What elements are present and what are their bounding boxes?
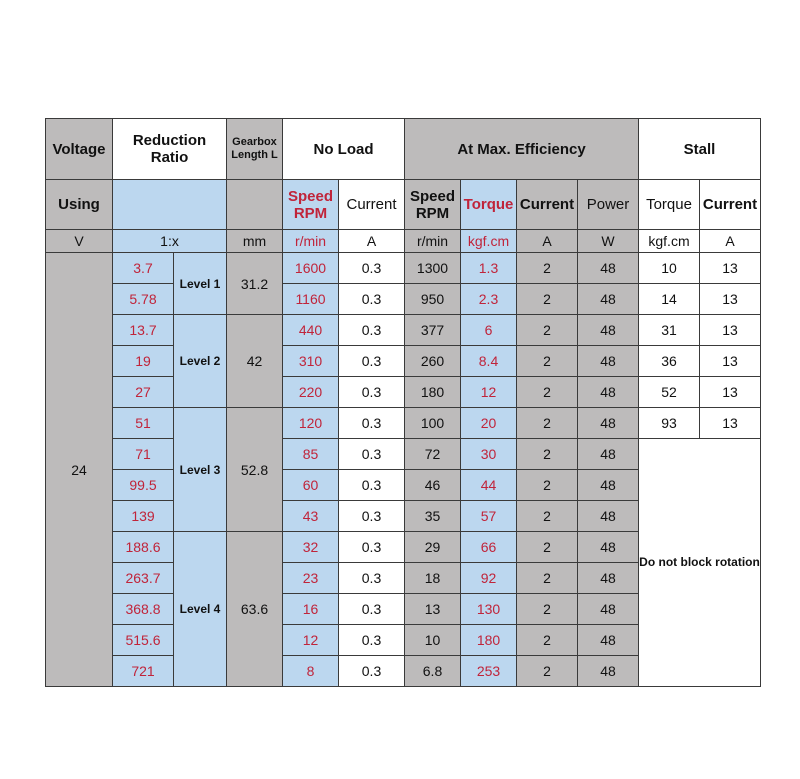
- speed-cell: 310: [283, 346, 339, 377]
- current-header: Current: [339, 180, 405, 230]
- power-cell: 48: [578, 408, 639, 439]
- current-cell: 0.3: [339, 284, 405, 315]
- ratio-cell: 99.5: [113, 470, 174, 501]
- eff-current-cell: 2: [517, 408, 578, 439]
- level-label: Level 2: [174, 315, 227, 408]
- speed-cell: 440: [283, 315, 339, 346]
- eff-speed-cell: 6.8: [405, 656, 461, 687]
- torque-cell: 44: [461, 470, 517, 501]
- stall-torque-cell: 36: [639, 346, 700, 377]
- power-cell: 48: [578, 532, 639, 563]
- torque-cell: 6: [461, 315, 517, 346]
- stall-current-cell: 13: [700, 408, 761, 439]
- speed-cell: 8: [283, 656, 339, 687]
- stall-torque-cell: 93: [639, 408, 700, 439]
- current-cell: 0.3: [339, 470, 405, 501]
- level-label: Level 3: [174, 408, 227, 532]
- torque-cell: 130: [461, 594, 517, 625]
- torque-cell: 253: [461, 656, 517, 687]
- eff-speed-cell: 72: [405, 439, 461, 470]
- torque-cell: 8.4: [461, 346, 517, 377]
- current-cell: 0.3: [339, 501, 405, 532]
- table-row: [46, 284, 761, 315]
- power-cell: 48: [578, 656, 639, 687]
- torque-cell: 180: [461, 625, 517, 656]
- current-cell: 0.3: [339, 315, 405, 346]
- torque-cell: 57: [461, 501, 517, 532]
- eff-current-header: Current: [517, 180, 578, 230]
- eff-speed-cell: 35: [405, 501, 461, 532]
- ratio-cell: 71: [113, 439, 174, 470]
- max-efficiency-header: At Max. Efficiency: [405, 119, 639, 180]
- stall-current-header: Current: [700, 180, 761, 230]
- power-header: Power: [578, 180, 639, 230]
- eff-current-cell: 2: [517, 377, 578, 408]
- eff-current-cell: 2: [517, 315, 578, 346]
- gearbox-length-cell: 31.2: [227, 253, 283, 315]
- power-cell: 48: [578, 501, 639, 532]
- stall-current-cell: 13: [700, 377, 761, 408]
- stall-current-cell: 13: [700, 315, 761, 346]
- eff-current-cell: 2: [517, 253, 578, 284]
- power-cell: 48: [578, 563, 639, 594]
- power-cell: 48: [578, 346, 639, 377]
- speed-cell: 220: [283, 377, 339, 408]
- unit-stall-current: A: [700, 230, 761, 253]
- table-row: [46, 408, 761, 439]
- speed-cell: 12: [283, 625, 339, 656]
- speed-cell: 23: [283, 563, 339, 594]
- speed-cell: 1600: [283, 253, 339, 284]
- current-cell: 0.3: [339, 253, 405, 284]
- stall-torque-cell: 31: [639, 315, 700, 346]
- eff-speed-cell: 29: [405, 532, 461, 563]
- gearbox-length-cell: 63.6: [227, 532, 283, 687]
- current-cell: 0.3: [339, 625, 405, 656]
- eff-speed-cell: 950: [405, 284, 461, 315]
- power-cell: 48: [578, 284, 639, 315]
- header-row-1: [46, 119, 761, 180]
- ratio-cell: 5.78: [113, 284, 174, 315]
- table-row: [46, 377, 761, 408]
- eff-current-cell: 2: [517, 346, 578, 377]
- eff-current-cell: 2: [517, 284, 578, 315]
- header-row-2: [46, 180, 761, 230]
- gearbox-length-header: Gearbox Length L: [227, 119, 283, 180]
- eff-current-cell: 2: [517, 656, 578, 687]
- current-cell: 0.3: [339, 563, 405, 594]
- eff-speed-rpm-header: Speed RPM: [405, 180, 461, 230]
- unit-current: A: [339, 230, 405, 253]
- power-cell: 48: [578, 594, 639, 625]
- ratio-cell: 368.8: [113, 594, 174, 625]
- motor-spec-table: [45, 118, 761, 687]
- speed-rpm-header: Speed RPM: [283, 180, 339, 230]
- ratio-cell: 51: [113, 408, 174, 439]
- torque-cell: 20: [461, 408, 517, 439]
- current-cell: 0.3: [339, 656, 405, 687]
- ratio-subheader: [113, 180, 227, 230]
- current-cell: 0.3: [339, 532, 405, 563]
- unit-torque: kgf.cm: [461, 230, 517, 253]
- power-cell: 48: [578, 377, 639, 408]
- table-row: [46, 346, 761, 377]
- current-cell: 0.3: [339, 346, 405, 377]
- eff-current-cell: 2: [517, 532, 578, 563]
- no-load-header: No Load: [283, 119, 405, 180]
- eff-speed-cell: 1300: [405, 253, 461, 284]
- unit-power: W: [578, 230, 639, 253]
- eff-speed-cell: 46: [405, 470, 461, 501]
- torque-cell: 30: [461, 439, 517, 470]
- current-cell: 0.3: [339, 377, 405, 408]
- table-row: [46, 439, 761, 470]
- eff-speed-cell: 18: [405, 563, 461, 594]
- voltage-value: 24: [46, 253, 113, 687]
- ratio-cell: 19: [113, 346, 174, 377]
- unit-eff-current: A: [517, 230, 578, 253]
- using-header: Using: [46, 180, 113, 230]
- eff-speed-cell: 180: [405, 377, 461, 408]
- stall-current-cell: 13: [700, 346, 761, 377]
- power-cell: 48: [578, 439, 639, 470]
- unit-ratio: 1:x: [113, 230, 227, 253]
- power-cell: 48: [578, 315, 639, 346]
- stall-torque-cell: 14: [639, 284, 700, 315]
- current-cell: 0.3: [339, 439, 405, 470]
- eff-speed-cell: 100: [405, 408, 461, 439]
- unit-speed: r/min: [283, 230, 339, 253]
- gearbox-length-cell: 42: [227, 315, 283, 408]
- eff-current-cell: 2: [517, 594, 578, 625]
- ratio-cell: 139: [113, 501, 174, 532]
- eff-current-cell: 2: [517, 439, 578, 470]
- level-label: Level 4: [174, 532, 227, 687]
- unit-voltage: V: [46, 230, 113, 253]
- speed-cell: 120: [283, 408, 339, 439]
- stall-current-cell: 13: [700, 253, 761, 284]
- table-row: [46, 253, 761, 284]
- torque-header: Torque: [461, 180, 517, 230]
- eff-current-cell: 2: [517, 625, 578, 656]
- speed-cell: 16: [283, 594, 339, 625]
- eff-current-cell: 2: [517, 470, 578, 501]
- current-cell: 0.3: [339, 594, 405, 625]
- length-subheader: [227, 180, 283, 230]
- unit-length: mm: [227, 230, 283, 253]
- speed-cell: 85: [283, 439, 339, 470]
- torque-cell: 66: [461, 532, 517, 563]
- stall-torque-cell: 52: [639, 377, 700, 408]
- power-cell: 48: [578, 625, 639, 656]
- ratio-cell: 13.7: [113, 315, 174, 346]
- eff-speed-cell: 13: [405, 594, 461, 625]
- stall-header: Stall: [639, 119, 761, 180]
- speed-cell: 1160: [283, 284, 339, 315]
- ratio-cell: 3.7: [113, 253, 174, 284]
- ratio-cell: 263.7: [113, 563, 174, 594]
- eff-current-cell: 2: [517, 501, 578, 532]
- unit-stall-torque: kgf.cm: [639, 230, 700, 253]
- eff-speed-cell: 260: [405, 346, 461, 377]
- torque-cell: 12: [461, 377, 517, 408]
- ratio-cell: 27: [113, 377, 174, 408]
- eff-speed-cell: 377: [405, 315, 461, 346]
- speed-cell: 43: [283, 501, 339, 532]
- gearbox-length-cell: 52.8: [227, 408, 283, 532]
- eff-current-cell: 2: [517, 563, 578, 594]
- table-row: [46, 315, 761, 346]
- stall-torque-header: Torque: [639, 180, 700, 230]
- ratio-cell: 721: [113, 656, 174, 687]
- torque-cell: 92: [461, 563, 517, 594]
- stall-current-cell: 13: [700, 284, 761, 315]
- current-cell: 0.3: [339, 408, 405, 439]
- speed-cell: 32: [283, 532, 339, 563]
- power-cell: 48: [578, 470, 639, 501]
- reduction-ratio-header: Reduction Ratio: [113, 119, 227, 180]
- torque-cell: 1.3: [461, 253, 517, 284]
- units-row: [46, 230, 761, 253]
- eff-speed-cell: 10: [405, 625, 461, 656]
- level-label: Level 1: [174, 253, 227, 315]
- stall-torque-cell: 10: [639, 253, 700, 284]
- stall-note: Do not block rotation: [639, 439, 761, 687]
- power-cell: 48: [578, 253, 639, 284]
- unit-eff-speed: r/min: [405, 230, 461, 253]
- voltage-header: Voltage: [46, 119, 113, 180]
- ratio-cell: 188.6: [113, 532, 174, 563]
- speed-cell: 60: [283, 470, 339, 501]
- torque-cell: 2.3: [461, 284, 517, 315]
- ratio-cell: 515.6: [113, 625, 174, 656]
